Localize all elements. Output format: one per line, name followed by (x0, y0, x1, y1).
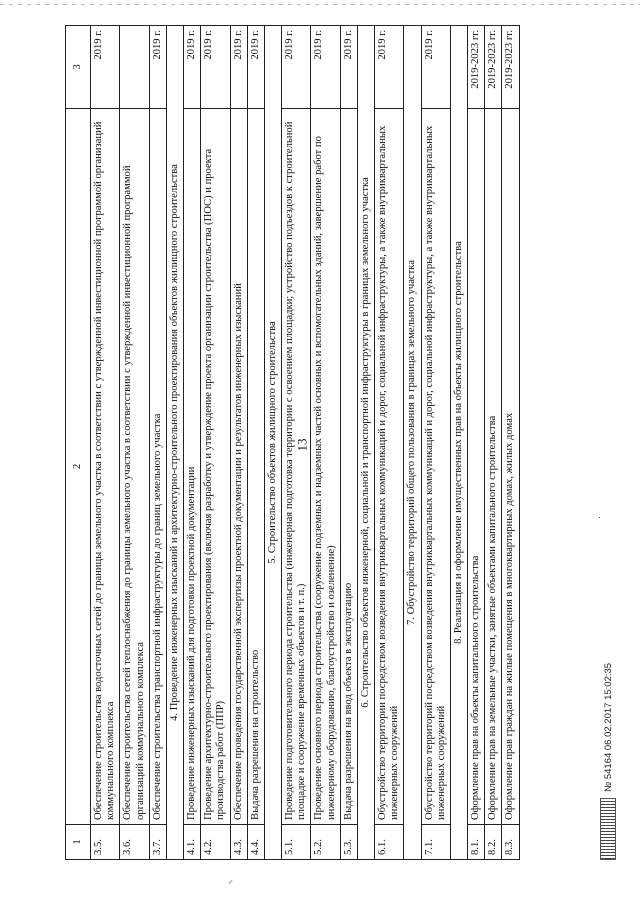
row-term: 2019 г. (375, 26, 404, 109)
row-term: 2019 г. (311, 26, 340, 109)
header-col-1: 1 (66, 825, 91, 860)
registration-number: № 54164 06.02.2017 15:02:35 (602, 662, 614, 792)
row-term: 2019 г. (340, 26, 357, 109)
table-row (421, 26, 450, 860)
row-activity: Проведение инженерных изысканий для подготовки проектной документации (184, 109, 201, 825)
row-number: 8.1. (468, 825, 485, 860)
section-title: 8. Реализация и оформление имущественных прав на объекты жилищного строительства (450, 26, 467, 860)
section-title: 6. Строительство объектов инженерной, социальной и транспортной инфраструктуры в границах земельного участка (357, 26, 374, 860)
row-term: 2019 г. (421, 26, 450, 109)
table-row (282, 26, 311, 860)
section-row (166, 26, 183, 860)
table-row (375, 26, 404, 860)
table-row (120, 26, 149, 860)
row-number: 8.3. (502, 825, 519, 860)
row-activity: Обеспечение строительства водосточных сетей до границы земельного участка в соответствии с утвержденной инвестиционной программой организаций коммунального комплекса (91, 109, 120, 825)
table-row (485, 26, 502, 860)
row-number: 4.4. (247, 825, 264, 860)
row-term: 2019 г. (149, 26, 166, 109)
row-activity: Обустройство территории посредством возведения внутриквартальных коммуникаций и дорог, социальной инфраструктуры, а также внутриквартальных инженерных сооружений (375, 109, 404, 825)
row-activity: Обустройство территорий посредством возведения внутриквартальных коммуникаций и дорог, социальной инфраструктуры, а также внутриквартальных инженерных сооружений (421, 109, 450, 825)
rotated-page-content (65, 25, 614, 860)
row-activity: Проведение подготовительного периода строительства (инженерная подготовка территории с освоением площадки; устройство подъездов к строительной площадке и сооружение временных объектов и т. п.) (282, 109, 311, 825)
row-activity: Проведение архитектурно-строительного проектирования (включая разработку и утверждение проекта организации строительства (ПОС) и проекта производства работ (ППР) (201, 109, 230, 825)
row-term: 2019-2023 гг. (502, 26, 519, 109)
table-row (340, 26, 357, 860)
row-number: 3.6. (120, 825, 149, 860)
row-term: 2019 г. (91, 26, 120, 109)
row-number: 3.7. (149, 825, 166, 860)
row-number: 4.1. (184, 825, 201, 860)
row-activity: Оформление прав на земельные участки, занятые объектами капитального строительства (485, 109, 502, 825)
row-number: 6.1. (375, 825, 404, 860)
row-term: 2019-2023 гг. (485, 26, 502, 109)
registration-seal-icon (600, 798, 616, 860)
row-activity: Обеспечение строительства сетей теплоснабжения до границы земельного участка в соответствии с утвержденной инвестиционной программой организаций коммунального комплекса (120, 109, 149, 825)
top-scan-edge (0, 4, 640, 5)
row-term: 2019 г. (247, 26, 264, 109)
row-term: 2019 г. (201, 26, 230, 109)
row-activity: Выдача разрешения на ввод объекта в эксплуатацию (340, 109, 357, 825)
table-row (149, 26, 166, 860)
row-number: 5.1. (282, 825, 311, 860)
row-number: 4.2. (201, 825, 230, 860)
row-number: 7.1. (421, 825, 450, 860)
table-header-row (66, 26, 91, 860)
section-title: 7. Обустройство территорий общего пользования в границах земельного участка (404, 26, 421, 860)
row-activity: Обеспечение строительства транспортной инфраструктуры до границ земельного участка (149, 109, 166, 825)
section-row (357, 26, 374, 860)
table-row (230, 26, 247, 860)
row-number: 3.5. (91, 825, 120, 860)
row-activity: Обеспечение проведения государственной экспертизы проектной документации и результатов инженерных изысканий (230, 109, 247, 825)
row-activity: Выдача разрешения на строительство (247, 109, 264, 825)
table-row (502, 26, 519, 860)
table-row (311, 26, 340, 860)
section-title: 4. Проведение инженерных изысканий и архитектурно-строительного проектирования объектов жилищного строительства (166, 26, 183, 860)
row-number: 4.3. (230, 825, 247, 860)
schedule-table (65, 25, 520, 860)
row-term (120, 26, 149, 109)
table-row (468, 26, 485, 860)
row-number: 5.2. (311, 825, 340, 860)
table-row (201, 26, 230, 860)
row-number: 5.3. (340, 825, 357, 860)
table-row (247, 26, 264, 860)
row-term: 2019 г. (184, 26, 201, 109)
row-activity: Оформление прав на объекты капитального строительства (468, 109, 485, 825)
section-row (264, 26, 281, 860)
row-activity: Проведение основного периода строительства (сооружение подземных и надземных частей основных и вспомогательных зданий, завершение работ по инженерному оборудованию, благоустройство и озеленение) (311, 109, 340, 825)
page-number: 13 (294, 438, 310, 452)
table-row (184, 26, 201, 860)
header-col-2: 2 (66, 109, 91, 825)
row-term: 2019 г. (230, 26, 247, 109)
margin-mark-icon: ⸝ (228, 875, 233, 886)
row-activity: Оформление прав граждан на жилые помещения в многоквартирных домах, жилых домах (502, 109, 519, 825)
registration-footer (593, 540, 623, 860)
header-col-3: 3 (66, 26, 91, 109)
section-row (450, 26, 467, 860)
section-row (404, 26, 421, 860)
row-term: 2019-2023 гг. (468, 26, 485, 109)
section-title: 5. Строительство объектов жилищного строительства (264, 26, 281, 860)
row-term: 2019 г. (282, 26, 311, 109)
row-number: 8.2. (485, 825, 502, 860)
table-row (91, 26, 120, 860)
margin-mark-icon: · (598, 512, 601, 522)
